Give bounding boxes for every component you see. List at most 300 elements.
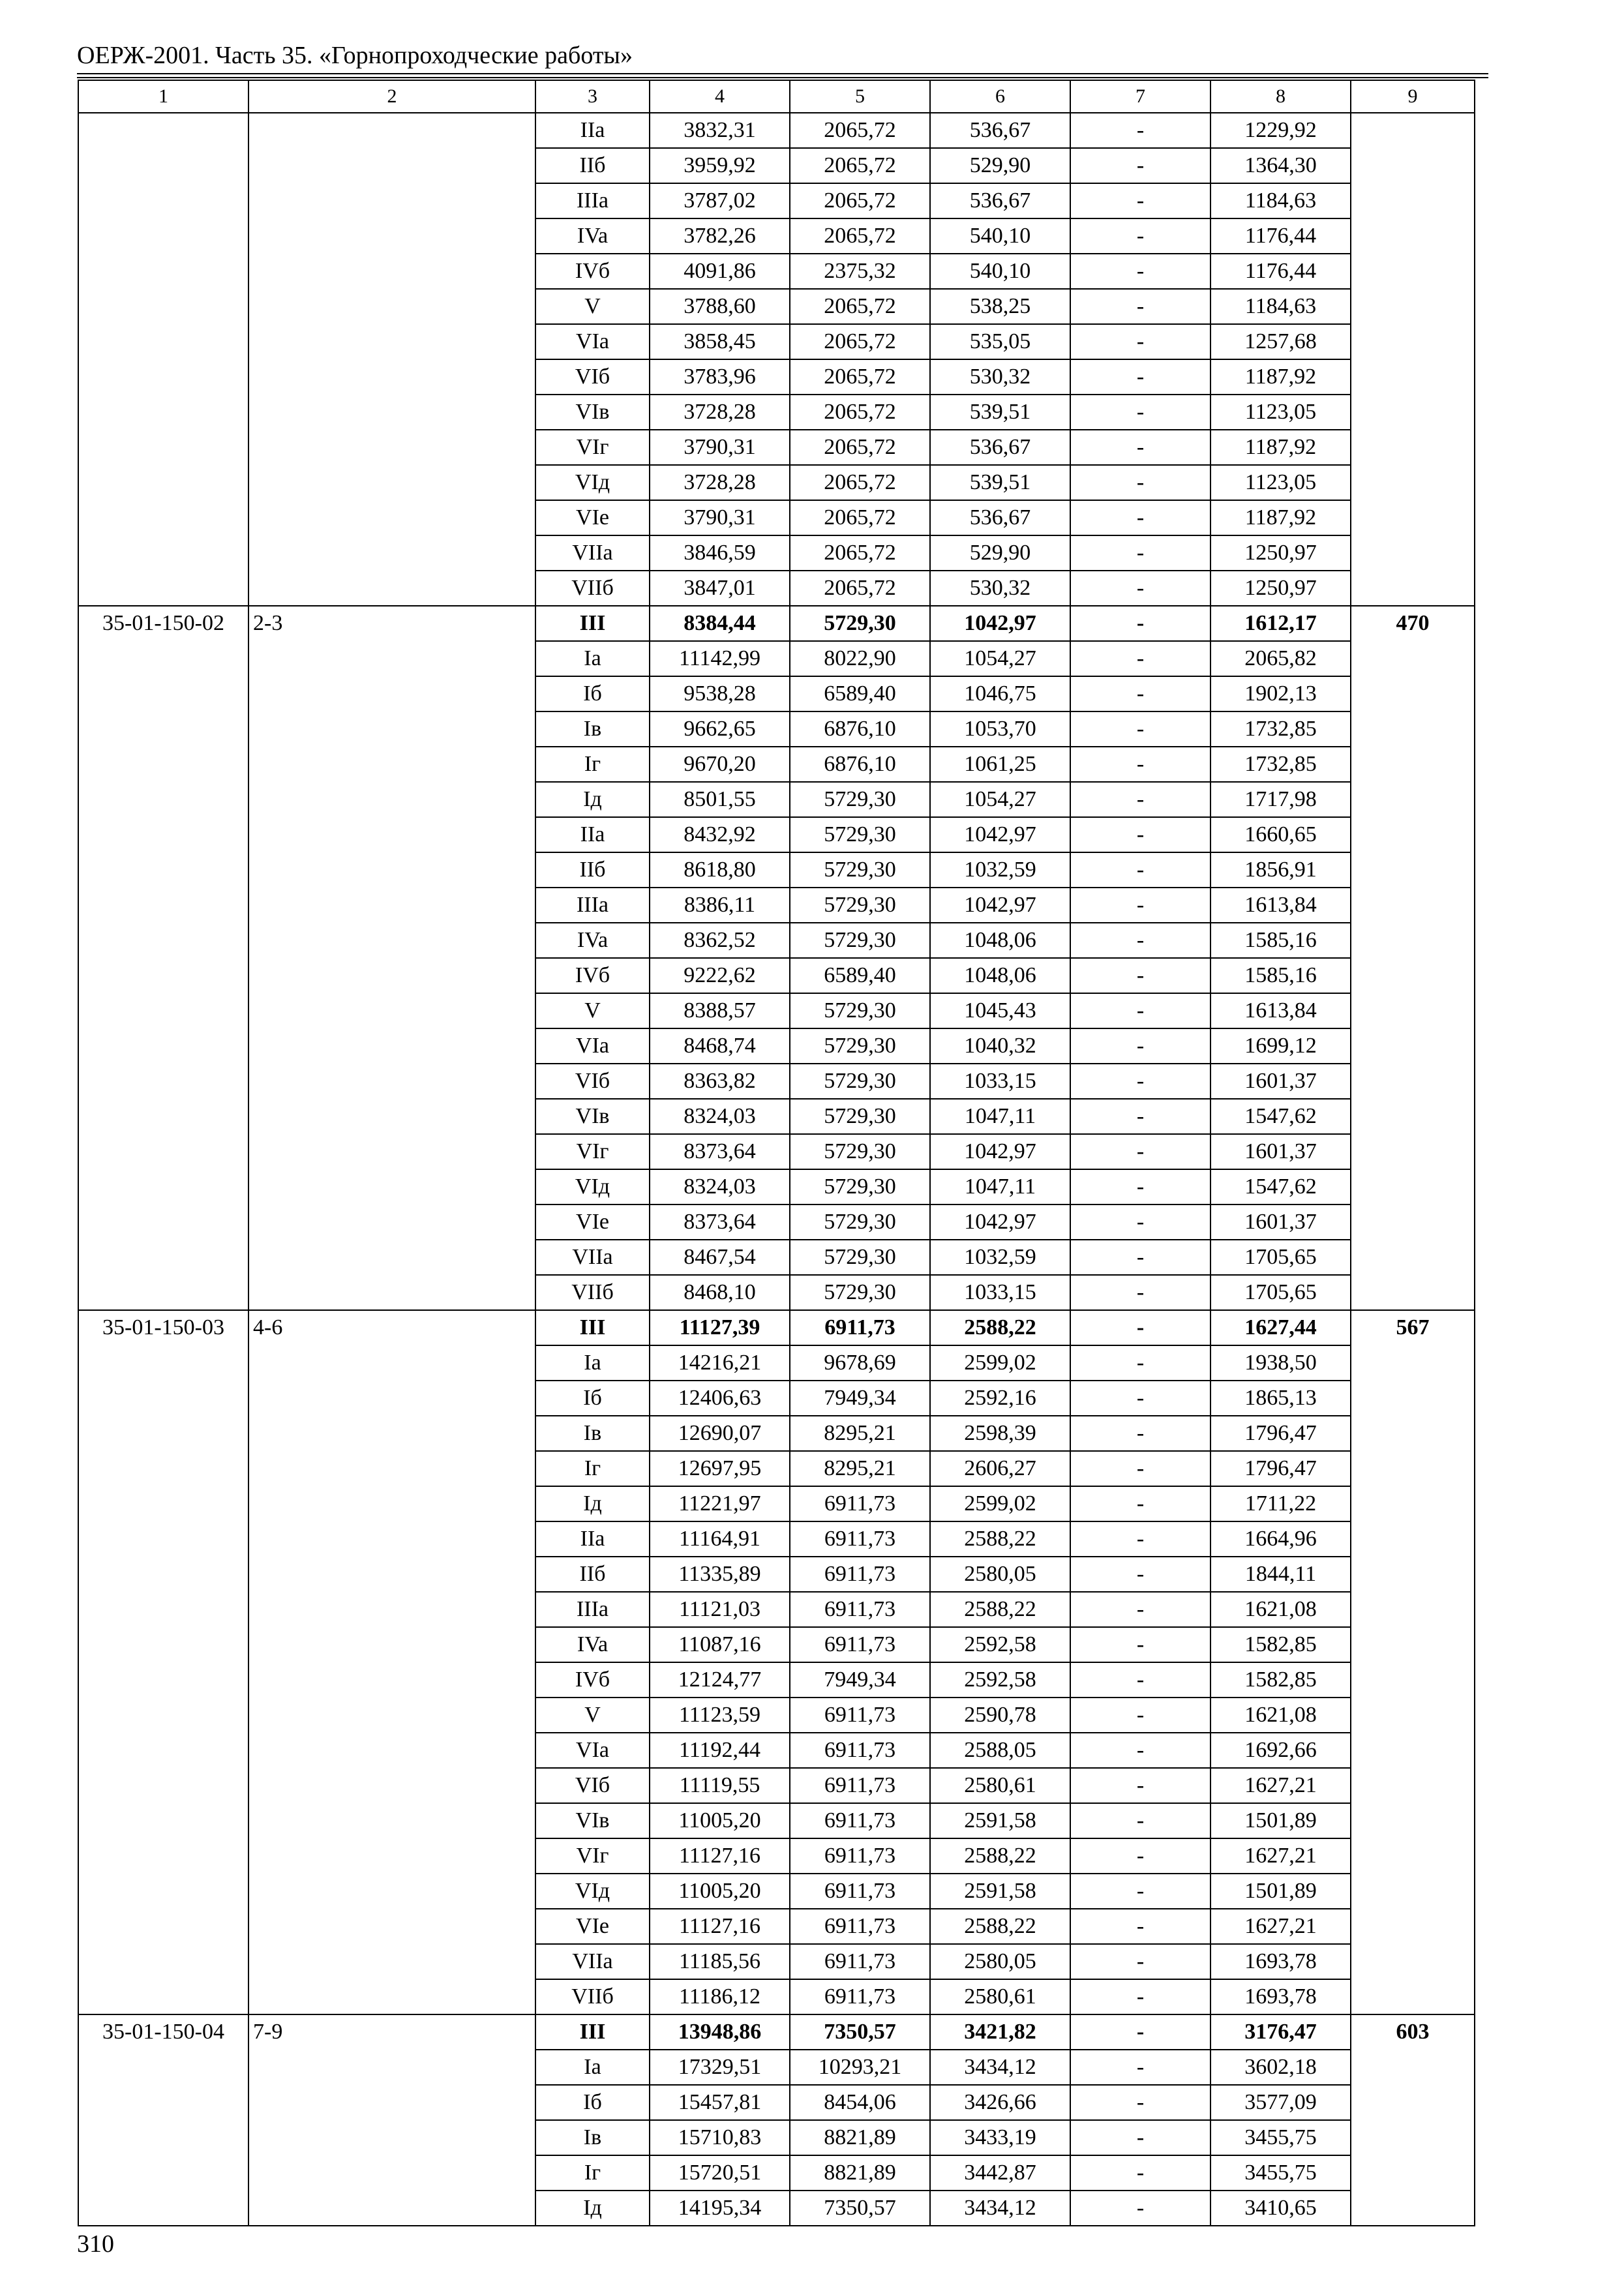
value-cell: 2375,32 xyxy=(790,254,930,289)
value-cell: 11121,03 xyxy=(650,1592,790,1627)
value-cell: 1048,06 xyxy=(930,923,1070,958)
value-cell: 12406,63 xyxy=(650,1381,790,1416)
category-cell: VIг xyxy=(535,430,650,465)
value-cell: 2588,22 xyxy=(930,1310,1070,1345)
value-cell: - xyxy=(1070,1521,1210,1557)
category-cell: Iд xyxy=(535,2191,650,2226)
value-cell: 11005,20 xyxy=(650,1803,790,1838)
value-cell: 8373,64 xyxy=(650,1134,790,1169)
value-cell: 7949,34 xyxy=(790,1381,930,1416)
value-cell: 2065,72 xyxy=(790,359,930,395)
value-cell: 8324,03 xyxy=(650,1099,790,1134)
value-cell: 2599,02 xyxy=(930,1486,1070,1521)
value-cell: 3787,02 xyxy=(650,183,790,218)
value-cell: 538,25 xyxy=(930,289,1070,324)
value-cell: 1123,05 xyxy=(1210,395,1351,430)
value-cell: 2588,22 xyxy=(930,1909,1070,1944)
category-cell: VIe xyxy=(535,1909,650,1944)
value-cell: 8388,57 xyxy=(650,993,790,1028)
value-cell: - xyxy=(1070,1310,1210,1345)
table-body xyxy=(78,80,1475,2226)
value-cell: - xyxy=(1070,183,1210,218)
value-cell: - xyxy=(1070,747,1210,782)
value-cell: - xyxy=(1070,1275,1210,1310)
category-cell: VIe xyxy=(535,1204,650,1240)
value-cell: 2592,58 xyxy=(930,1627,1070,1662)
resource-table xyxy=(78,80,1475,2226)
category-cell: IIIa xyxy=(535,888,650,923)
value-cell: - xyxy=(1070,324,1210,359)
value-cell: 2065,72 xyxy=(790,183,930,218)
category-cell: IIIa xyxy=(535,183,650,218)
category-cell: VIIa xyxy=(535,1944,650,1979)
column-number: 2 xyxy=(248,80,535,113)
value-cell: - xyxy=(1070,1768,1210,1803)
category-cell: IIa xyxy=(535,113,650,148)
category-cell: III xyxy=(535,2014,650,2050)
category-cell: Iв xyxy=(535,1416,650,1451)
value-cell: - xyxy=(1070,359,1210,395)
value-cell: 5729,30 xyxy=(790,1064,930,1099)
value-cell: - xyxy=(1070,2155,1210,2191)
value-cell: 1692,66 xyxy=(1210,1733,1351,1768)
value-cell: 3410,65 xyxy=(1210,2191,1351,2226)
value-cell: 8467,54 xyxy=(650,1240,790,1275)
range-cell: 2-3 xyxy=(248,606,535,1310)
value-cell: 3782,26 xyxy=(650,218,790,254)
value-cell: - xyxy=(1070,993,1210,1028)
category-cell: VIв xyxy=(535,395,650,430)
value-cell: 9538,28 xyxy=(650,676,790,711)
value-cell: 7350,57 xyxy=(790,2191,930,2226)
category-cell: VIIa xyxy=(535,1240,650,1275)
value-cell: 2588,22 xyxy=(930,1838,1070,1874)
value-cell: - xyxy=(1070,923,1210,958)
category-cell: VIa xyxy=(535,324,650,359)
value-cell: 1054,27 xyxy=(930,641,1070,676)
value-cell: - xyxy=(1070,676,1210,711)
value-cell: 9678,69 xyxy=(790,1345,930,1381)
value-cell: 1042,97 xyxy=(930,606,1070,641)
value-cell: 1699,12 xyxy=(1210,1028,1351,1064)
value-cell: 3577,09 xyxy=(1210,2085,1351,2120)
value-cell: 8454,06 xyxy=(790,2085,930,2120)
value-cell: 3442,87 xyxy=(930,2155,1070,2191)
range-cell: 7-9 xyxy=(248,2014,535,2226)
value-cell: - xyxy=(1070,1944,1210,1979)
value-cell: 3788,60 xyxy=(650,289,790,324)
value-cell: 1693,78 xyxy=(1210,1944,1351,1979)
value-cell: 1585,16 xyxy=(1210,923,1351,958)
value-cell: 1613,84 xyxy=(1210,888,1351,923)
value-cell: 8821,89 xyxy=(790,2155,930,2191)
value-cell: 1627,21 xyxy=(1210,1909,1351,1944)
column-number: 5 xyxy=(790,80,930,113)
value-cell: 7350,57 xyxy=(790,2014,930,2050)
value-cell: 5729,30 xyxy=(790,888,930,923)
category-cell: VIд xyxy=(535,1874,650,1909)
value-cell: 6911,73 xyxy=(790,1557,930,1592)
value-cell: 1061,25 xyxy=(930,747,1070,782)
value-cell: 5729,30 xyxy=(790,782,930,817)
value-cell: 8468,10 xyxy=(650,1275,790,1310)
value-cell: - xyxy=(1070,852,1210,888)
category-cell: IIa xyxy=(535,817,650,852)
value-cell: 8468,74 xyxy=(650,1028,790,1064)
value-cell: 2606,27 xyxy=(930,1451,1070,1486)
value-cell: - xyxy=(1070,1909,1210,1944)
value-cell: 1032,59 xyxy=(930,852,1070,888)
value-cell: 11123,59 xyxy=(650,1698,790,1733)
value-cell: 8363,82 xyxy=(650,1064,790,1099)
value-cell: 5729,30 xyxy=(790,923,930,958)
value-cell: 2588,22 xyxy=(930,1592,1070,1627)
value-cell: 540,10 xyxy=(930,254,1070,289)
value-cell: 6589,40 xyxy=(790,676,930,711)
value-cell: 6911,73 xyxy=(790,1768,930,1803)
value-cell: 11127,16 xyxy=(650,1838,790,1874)
value-cell: 1705,65 xyxy=(1210,1240,1351,1275)
value-cell: 2065,72 xyxy=(790,571,930,606)
category-cell: IVa xyxy=(535,218,650,254)
value-cell: 1250,97 xyxy=(1210,571,1351,606)
category-cell: VIa xyxy=(535,1733,650,1768)
value-cell: 6911,73 xyxy=(790,1944,930,1979)
value-cell: - xyxy=(1070,2085,1210,2120)
category-cell: Iб xyxy=(535,676,650,711)
value-cell: 535,05 xyxy=(930,324,1070,359)
value-cell: 539,51 xyxy=(930,395,1070,430)
value-cell: 12697,95 xyxy=(650,1451,790,1486)
value-cell: 1047,11 xyxy=(930,1099,1070,1134)
value-cell: 6911,73 xyxy=(790,1909,930,1944)
value-cell: 2598,39 xyxy=(930,1416,1070,1451)
value-cell: - xyxy=(1070,1627,1210,1662)
category-cell: VIв xyxy=(535,1803,650,1838)
category-cell: IVa xyxy=(535,923,650,958)
value-cell: 1796,47 xyxy=(1210,1451,1351,1486)
value-cell: 1711,22 xyxy=(1210,1486,1351,1521)
header-rule-top xyxy=(77,73,1488,74)
value-cell: 8373,64 xyxy=(650,1204,790,1240)
value-cell: 6911,73 xyxy=(790,1698,930,1733)
value-cell: 11005,20 xyxy=(650,1874,790,1909)
value-cell: - xyxy=(1070,289,1210,324)
value-cell: 1042,97 xyxy=(930,1204,1070,1240)
category-cell: VIIб xyxy=(535,1275,650,1310)
value-cell: 3421,82 xyxy=(930,2014,1070,2050)
value-cell: 5729,30 xyxy=(790,1275,930,1310)
value-cell: 5729,30 xyxy=(790,1204,930,1240)
value-cell: 1123,05 xyxy=(1210,465,1351,500)
value-cell: 1229,92 xyxy=(1210,113,1351,148)
category-cell: VIд xyxy=(535,465,650,500)
value-cell: - xyxy=(1070,888,1210,923)
category-cell: VIб xyxy=(535,1768,650,1803)
value-cell: - xyxy=(1070,1662,1210,1698)
value-cell: 1187,92 xyxy=(1210,359,1351,395)
value-cell: 11186,12 xyxy=(650,1979,790,2014)
value-cell: 8324,03 xyxy=(650,1169,790,1204)
category-cell: IVб xyxy=(535,958,650,993)
value-cell: 6911,73 xyxy=(790,1486,930,1521)
value-cell: 2065,72 xyxy=(790,289,930,324)
value-cell: 2588,05 xyxy=(930,1733,1070,1768)
value-cell: - xyxy=(1070,1134,1210,1169)
value-cell: 8821,89 xyxy=(790,2120,930,2155)
page-number: 310 xyxy=(77,2230,114,2258)
value-cell: - xyxy=(1070,1169,1210,1204)
value-cell: 7949,34 xyxy=(790,1662,930,1698)
value-cell: 1042,97 xyxy=(930,817,1070,852)
value-cell: 3434,12 xyxy=(930,2050,1070,2085)
value-cell: 1054,27 xyxy=(930,782,1070,817)
value-cell: 1033,15 xyxy=(930,1275,1070,1310)
value-cell: - xyxy=(1070,817,1210,852)
value-cell: 1046,75 xyxy=(930,676,1070,711)
value-cell: 11087,16 xyxy=(650,1627,790,1662)
value-cell: 6911,73 xyxy=(790,1592,930,1627)
value-cell: - xyxy=(1070,1803,1210,1838)
value-cell: - xyxy=(1070,958,1210,993)
value-cell: 1053,70 xyxy=(930,711,1070,747)
value-cell: 9662,65 xyxy=(650,711,790,747)
category-cell: VIб xyxy=(535,359,650,395)
value-cell: 1033,15 xyxy=(930,1064,1070,1099)
value-cell: 3728,28 xyxy=(650,465,790,500)
value-cell: 2591,58 xyxy=(930,1874,1070,1909)
value-cell: - xyxy=(1070,606,1210,641)
value-cell: 1664,96 xyxy=(1210,1521,1351,1557)
value-cell: - xyxy=(1070,571,1210,606)
value-cell: - xyxy=(1070,535,1210,571)
value-cell: 5729,30 xyxy=(790,817,930,852)
category-cell: IIa xyxy=(535,1521,650,1557)
category-cell: VIб xyxy=(535,1064,650,1099)
value-cell: 1613,84 xyxy=(1210,993,1351,1028)
category-cell: V xyxy=(535,1698,650,1733)
value-cell: - xyxy=(1070,1099,1210,1134)
value-cell: - xyxy=(1070,1240,1210,1275)
value-cell: 536,67 xyxy=(930,113,1070,148)
value-cell: 10293,21 xyxy=(790,2050,930,2085)
value-cell: 1176,44 xyxy=(1210,218,1351,254)
value-cell: 539,51 xyxy=(930,465,1070,500)
category-cell: IIб xyxy=(535,148,650,183)
value-cell: 3959,92 xyxy=(650,148,790,183)
value-cell: - xyxy=(1070,1381,1210,1416)
value-cell: 1032,59 xyxy=(930,1240,1070,1275)
column9-cell: 470 xyxy=(1351,606,1475,1310)
value-cell: 529,90 xyxy=(930,535,1070,571)
value-cell: 15710,83 xyxy=(650,2120,790,2155)
value-cell: - xyxy=(1070,395,1210,430)
column9-cell: 603 xyxy=(1351,2014,1475,2226)
table-row xyxy=(78,2014,1475,2050)
value-cell: 8362,52 xyxy=(650,923,790,958)
value-cell: 1902,13 xyxy=(1210,676,1351,711)
value-cell: 6911,73 xyxy=(790,1803,930,1838)
value-cell: - xyxy=(1070,1979,1210,2014)
value-cell: 5729,30 xyxy=(790,1028,930,1064)
value-cell: 3426,66 xyxy=(930,2085,1070,2120)
value-cell: 1547,62 xyxy=(1210,1169,1351,1204)
category-cell: IIб xyxy=(535,852,650,888)
value-cell: 6911,73 xyxy=(790,1733,930,1768)
value-cell: - xyxy=(1070,2191,1210,2226)
value-cell: 1250,97 xyxy=(1210,535,1351,571)
value-cell: 3455,75 xyxy=(1210,2120,1351,2155)
value-cell: - xyxy=(1070,1204,1210,1240)
norm-code-cell: 35-01-150-02 xyxy=(78,606,248,1310)
value-cell: 8432,92 xyxy=(650,817,790,852)
value-cell: 1717,98 xyxy=(1210,782,1351,817)
category-cell: V xyxy=(535,993,650,1028)
value-cell: 11164,91 xyxy=(650,1521,790,1557)
table-row xyxy=(78,606,1475,641)
value-cell: 2590,78 xyxy=(930,1698,1070,1733)
value-cell: 1856,91 xyxy=(1210,852,1351,888)
category-cell: Ia xyxy=(535,2050,650,2085)
value-cell: 3846,59 xyxy=(650,535,790,571)
category-cell: VIд xyxy=(535,1169,650,1204)
category-cell: VIг xyxy=(535,1838,650,1874)
value-cell: 1627,44 xyxy=(1210,1310,1351,1345)
category-cell: Iг xyxy=(535,747,650,782)
range-cell xyxy=(248,113,535,606)
value-cell: 8618,80 xyxy=(650,852,790,888)
value-cell: 2599,02 xyxy=(930,1345,1070,1381)
value-cell: - xyxy=(1070,430,1210,465)
value-cell: 1257,68 xyxy=(1210,324,1351,359)
category-cell: IIб xyxy=(535,1557,650,1592)
value-cell: 1705,65 xyxy=(1210,1275,1351,1310)
category-cell: VIв xyxy=(535,1099,650,1134)
value-cell: 3728,28 xyxy=(650,395,790,430)
value-cell: 5729,30 xyxy=(790,1169,930,1204)
category-cell: Iг xyxy=(535,1451,650,1486)
value-cell: 3847,01 xyxy=(650,571,790,606)
value-cell: - xyxy=(1070,1874,1210,1909)
value-cell: 3790,31 xyxy=(650,430,790,465)
column-number: 7 xyxy=(1070,80,1210,113)
value-cell: - xyxy=(1070,711,1210,747)
value-cell: 1601,37 xyxy=(1210,1204,1351,1240)
value-cell: 1184,63 xyxy=(1210,183,1351,218)
value-cell: 14195,34 xyxy=(650,2191,790,2226)
value-cell: 3455,75 xyxy=(1210,2155,1351,2191)
category-cell: Iв xyxy=(535,2120,650,2155)
value-cell: 6911,73 xyxy=(790,1310,930,1345)
value-cell: - xyxy=(1070,782,1210,817)
value-cell: 11192,44 xyxy=(650,1733,790,1768)
value-cell: 11185,56 xyxy=(650,1944,790,1979)
value-cell: 6911,73 xyxy=(790,1627,930,1662)
category-cell: VIIб xyxy=(535,1979,650,2014)
category-cell: VIг xyxy=(535,1134,650,1169)
value-cell: 2580,61 xyxy=(930,1979,1070,2014)
value-cell: 1176,44 xyxy=(1210,254,1351,289)
value-cell: 1501,89 xyxy=(1210,1803,1351,1838)
value-cell: 3433,19 xyxy=(930,2120,1070,2155)
value-cell: 8386,11 xyxy=(650,888,790,923)
category-cell: Iб xyxy=(535,1381,650,1416)
value-cell: 11119,55 xyxy=(650,1768,790,1803)
value-cell: 1865,13 xyxy=(1210,1381,1351,1416)
value-cell: 2065,72 xyxy=(790,430,930,465)
category-cell: IVa xyxy=(535,1627,650,1662)
range-cell: 4-6 xyxy=(248,1310,535,2014)
column-number: 4 xyxy=(650,80,790,113)
value-cell: 2592,58 xyxy=(930,1662,1070,1698)
value-cell: 6911,73 xyxy=(790,1979,930,2014)
value-cell: 8295,21 xyxy=(790,1416,930,1451)
value-cell: 2065,72 xyxy=(790,500,930,535)
value-cell: 2065,72 xyxy=(790,324,930,359)
column-number: 9 xyxy=(1351,80,1475,113)
column-number: 8 xyxy=(1210,80,1351,113)
value-cell: - xyxy=(1070,1416,1210,1451)
value-cell: - xyxy=(1070,500,1210,535)
header-rule-bottom xyxy=(77,77,1488,78)
value-cell: 5729,30 xyxy=(790,606,930,641)
value-cell: 2065,72 xyxy=(790,218,930,254)
value-cell: 13948,86 xyxy=(650,2014,790,2050)
value-cell: 6876,10 xyxy=(790,711,930,747)
value-cell: 3434,12 xyxy=(930,2191,1070,2226)
category-cell: VIIб xyxy=(535,571,650,606)
value-cell: 1627,21 xyxy=(1210,1768,1351,1803)
value-cell: 536,67 xyxy=(930,500,1070,535)
table-row xyxy=(78,113,1475,148)
value-cell: 1547,62 xyxy=(1210,1099,1351,1134)
value-cell: 1187,92 xyxy=(1210,430,1351,465)
value-cell: 8022,90 xyxy=(790,641,930,676)
value-cell: 6911,73 xyxy=(790,1874,930,1909)
value-cell: 2065,72 xyxy=(790,535,930,571)
value-cell: 1732,85 xyxy=(1210,711,1351,747)
value-cell: 2588,22 xyxy=(930,1521,1070,1557)
category-cell: Iв xyxy=(535,711,650,747)
value-cell: 2580,61 xyxy=(930,1768,1070,1803)
value-cell: 1693,78 xyxy=(1210,1979,1351,2014)
value-cell: 6876,10 xyxy=(790,747,930,782)
value-cell: 2591,58 xyxy=(930,1803,1070,1838)
value-cell: 3783,96 xyxy=(650,359,790,395)
value-cell: 1501,89 xyxy=(1210,1874,1351,1909)
category-cell: VIIa xyxy=(535,535,650,571)
value-cell: 1627,21 xyxy=(1210,1838,1351,1874)
value-cell: 5729,30 xyxy=(790,993,930,1028)
value-cell: 3176,47 xyxy=(1210,2014,1351,2050)
value-cell: - xyxy=(1070,1838,1210,1874)
value-cell: 2065,82 xyxy=(1210,641,1351,676)
value-cell: 2065,72 xyxy=(790,395,930,430)
value-cell: - xyxy=(1070,254,1210,289)
value-cell: 6589,40 xyxy=(790,958,930,993)
category-cell: III xyxy=(535,606,650,641)
value-cell: 11142,99 xyxy=(650,641,790,676)
value-cell: - xyxy=(1070,1557,1210,1592)
value-cell: 4091,86 xyxy=(650,254,790,289)
value-cell: 5729,30 xyxy=(790,852,930,888)
value-cell: 1582,85 xyxy=(1210,1627,1351,1662)
value-cell: - xyxy=(1070,2120,1210,2155)
category-cell: IVб xyxy=(535,1662,650,1698)
value-cell: 5729,30 xyxy=(790,1240,930,1275)
category-cell: VIa xyxy=(535,1028,650,1064)
value-cell: 1184,63 xyxy=(1210,289,1351,324)
